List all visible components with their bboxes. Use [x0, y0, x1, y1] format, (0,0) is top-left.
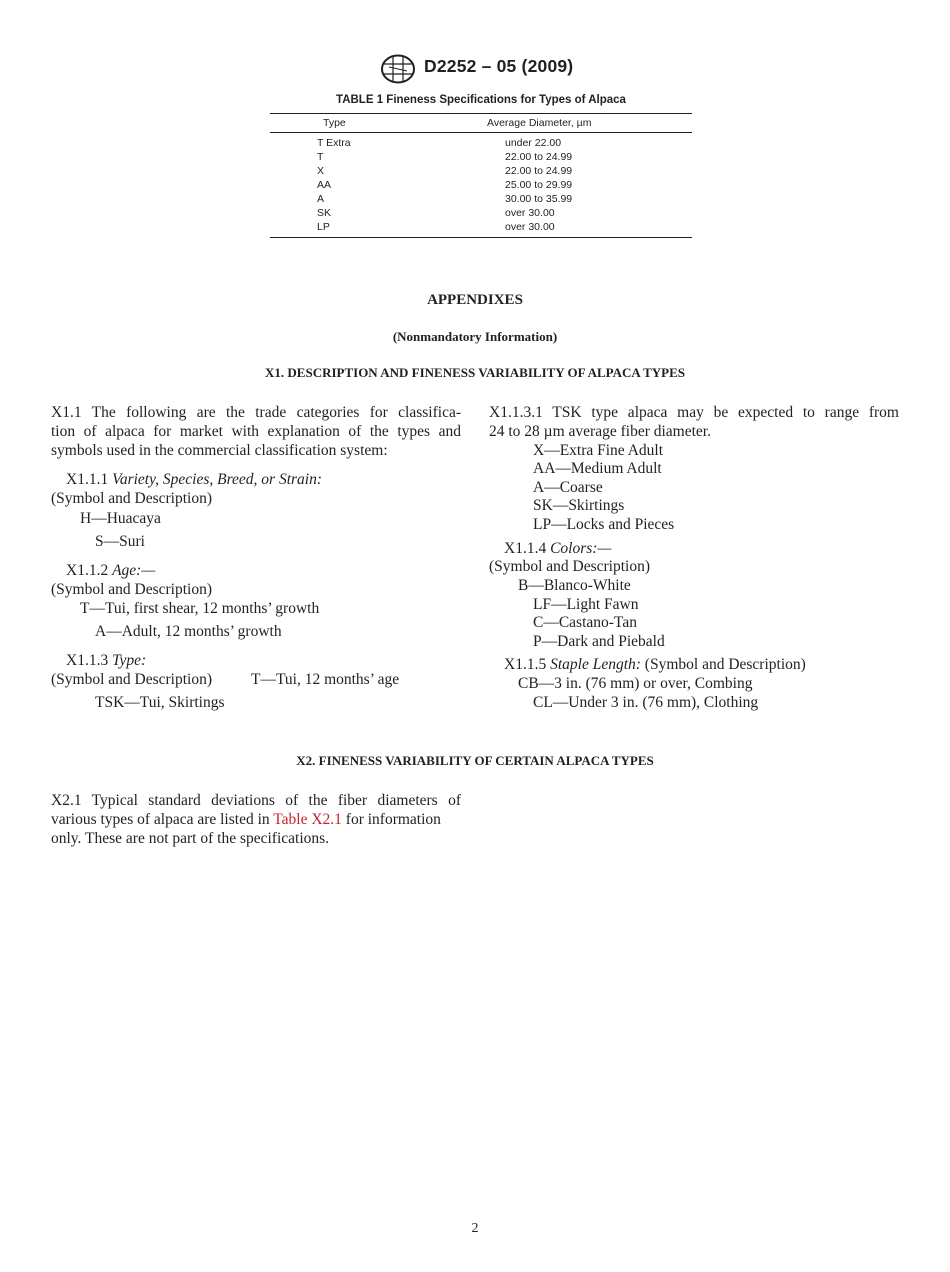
cell-type: T — [317, 151, 324, 163]
list-item: SK—Skirtings — [533, 497, 625, 514]
clause-x1-1-4 — [504, 539, 611, 558]
clause-number: X1.1.3 — [66, 652, 109, 669]
list-item: TSK—Tui, Skirtings — [95, 694, 225, 711]
section-x2-heading: X2. FINENESS VARIABILITY OF CERTAIN ALPACA TYPES — [296, 753, 654, 768]
cell-diameter: 30.00 to 35.99 — [505, 193, 573, 205]
paragraph-x2-1-line1: X2.1 Typical standard deviations of the fiber diameters of — [51, 792, 461, 809]
astm-logo-icon — [380, 54, 416, 84]
page-number: 2 — [471, 1221, 479, 1236]
list-item: B—Blanco-White — [518, 577, 631, 594]
clause-title: Staple Length: — [550, 656, 641, 673]
cell-type: A — [317, 193, 325, 205]
cell-diameter: 22.00 to 24.99 — [505, 165, 573, 177]
symbol-description-label: (Symbol and Description) — [51, 581, 213, 598]
cell-diameter: over 30.00 — [505, 221, 555, 233]
cell-diameter: over 30.00 — [505, 207, 555, 219]
fineness-table — [270, 113, 692, 238]
list-item: CL—Under 3 in. (76 mm), Clothing — [533, 694, 759, 711]
table-row — [270, 220, 692, 234]
list-item: LF—Light Fawn — [533, 596, 639, 613]
paragraph-x1-1-3-1-line2: 24 to 28 µm average fiber diameter. — [489, 423, 711, 440]
list-item: CB—3 in. (76 mm) or over, Combing — [518, 675, 753, 692]
paragraph-x2-1-line3: only. These are not part of the specifications. — [51, 830, 330, 847]
clause-title: Type: — [112, 652, 147, 669]
clause-number: X1.1.4 — [504, 540, 547, 557]
list-item: T—Tui, 12 months’ age — [251, 671, 400, 688]
document-id: D2252 – 05 (2009) — [424, 56, 574, 76]
table-title: TABLE 1 Fineness Specifications for Types of Alpaca — [336, 94, 626, 106]
column-header-diameter: Average Diameter, µm — [487, 117, 592, 129]
list-item: A—Coarse — [533, 479, 603, 496]
clause-text: (Symbol and Description) — [640, 656, 806, 673]
list-item: H—Huacaya — [80, 510, 161, 527]
nonmandatory-heading: (Nonmandatory Information) — [392, 329, 558, 344]
list-item: X—Extra Fine Adult — [533, 442, 664, 459]
clause-x1-1-1 — [66, 470, 322, 489]
list-item: AA—Medium Adult — [533, 460, 662, 477]
page-header — [0, 54, 950, 84]
table-row — [270, 178, 692, 192]
paragraph-x1-1-3-1-line1: X1.1.3.1 TSK type alpaca may be expected to range from — [489, 404, 899, 421]
cell-type: SK — [317, 207, 332, 219]
cell-type: AA — [317, 179, 332, 191]
symbol-description-label: (Symbol and Description) — [51, 671, 213, 688]
cell-type: T Extra — [317, 137, 351, 149]
clause-number: X1.1.1 — [66, 471, 109, 488]
list-item: S—Suri — [95, 533, 145, 550]
table-row — [270, 136, 692, 150]
table-row — [270, 164, 692, 178]
clause-x1-1-5 — [504, 655, 806, 674]
clause-x1-1-3 — [66, 651, 146, 670]
section-x1-heading: X1. DESCRIPTION AND FINENESS VARIABILITY OF ALPACA TYPES — [265, 365, 685, 380]
table-header — [270, 114, 692, 133]
table-body — [270, 136, 692, 234]
cell-type: X — [317, 165, 325, 177]
paragraph-x1-1-line1: X1.1 The following are the trade categories for classifica- — [51, 404, 461, 421]
table-row — [270, 192, 692, 206]
symbol-description-label: (Symbol and Description) — [51, 490, 213, 507]
cell-diameter: 22.00 to 24.99 — [505, 151, 573, 163]
cell-diameter: 25.00 to 29.99 — [505, 179, 573, 191]
clause-x1-1-2 — [66, 561, 155, 580]
paragraph-text: for information — [341, 811, 441, 828]
paragraph-x1-1-line2: tion of alpaca for market with explanation of the types and — [51, 423, 461, 440]
clause-number: X1.1.5 — [504, 656, 547, 673]
paragraph-x2-1-line2 — [51, 810, 441, 829]
list-item: A—Adult, 12 months’ growth — [95, 623, 282, 640]
table-row — [270, 206, 692, 220]
list-item: LP—Locks and Pieces — [533, 516, 675, 533]
table-x2-1-link[interactable]: Table X2.1 — [273, 811, 342, 828]
cell-diameter: under 22.00 — [505, 137, 562, 149]
list-item: T—Tui, first shear, 12 months’ growth — [80, 600, 320, 617]
appendixes-heading: APPENDIXES — [427, 292, 523, 308]
paragraph-text: various types of alpaca are listed in — [51, 811, 274, 828]
paragraph-x1-1-line3: symbols used in the commercial classification system: — [51, 442, 388, 459]
clause-title: Variety, Species, Breed, or Strain: — [112, 471, 323, 488]
clause-title: Age:— — [112, 562, 156, 579]
symbol-description-label: (Symbol and Description) — [489, 558, 651, 575]
list-item: P—Dark and Piebald — [533, 633, 665, 650]
clause-title: Colors:— — [550, 540, 612, 557]
list-item: C—Castano-Tan — [533, 614, 637, 631]
clause-number: X1.1.2 — [66, 562, 109, 579]
table-row — [270, 150, 692, 164]
column-header-type: Type — [323, 117, 346, 129]
cell-type: LP — [317, 221, 330, 233]
